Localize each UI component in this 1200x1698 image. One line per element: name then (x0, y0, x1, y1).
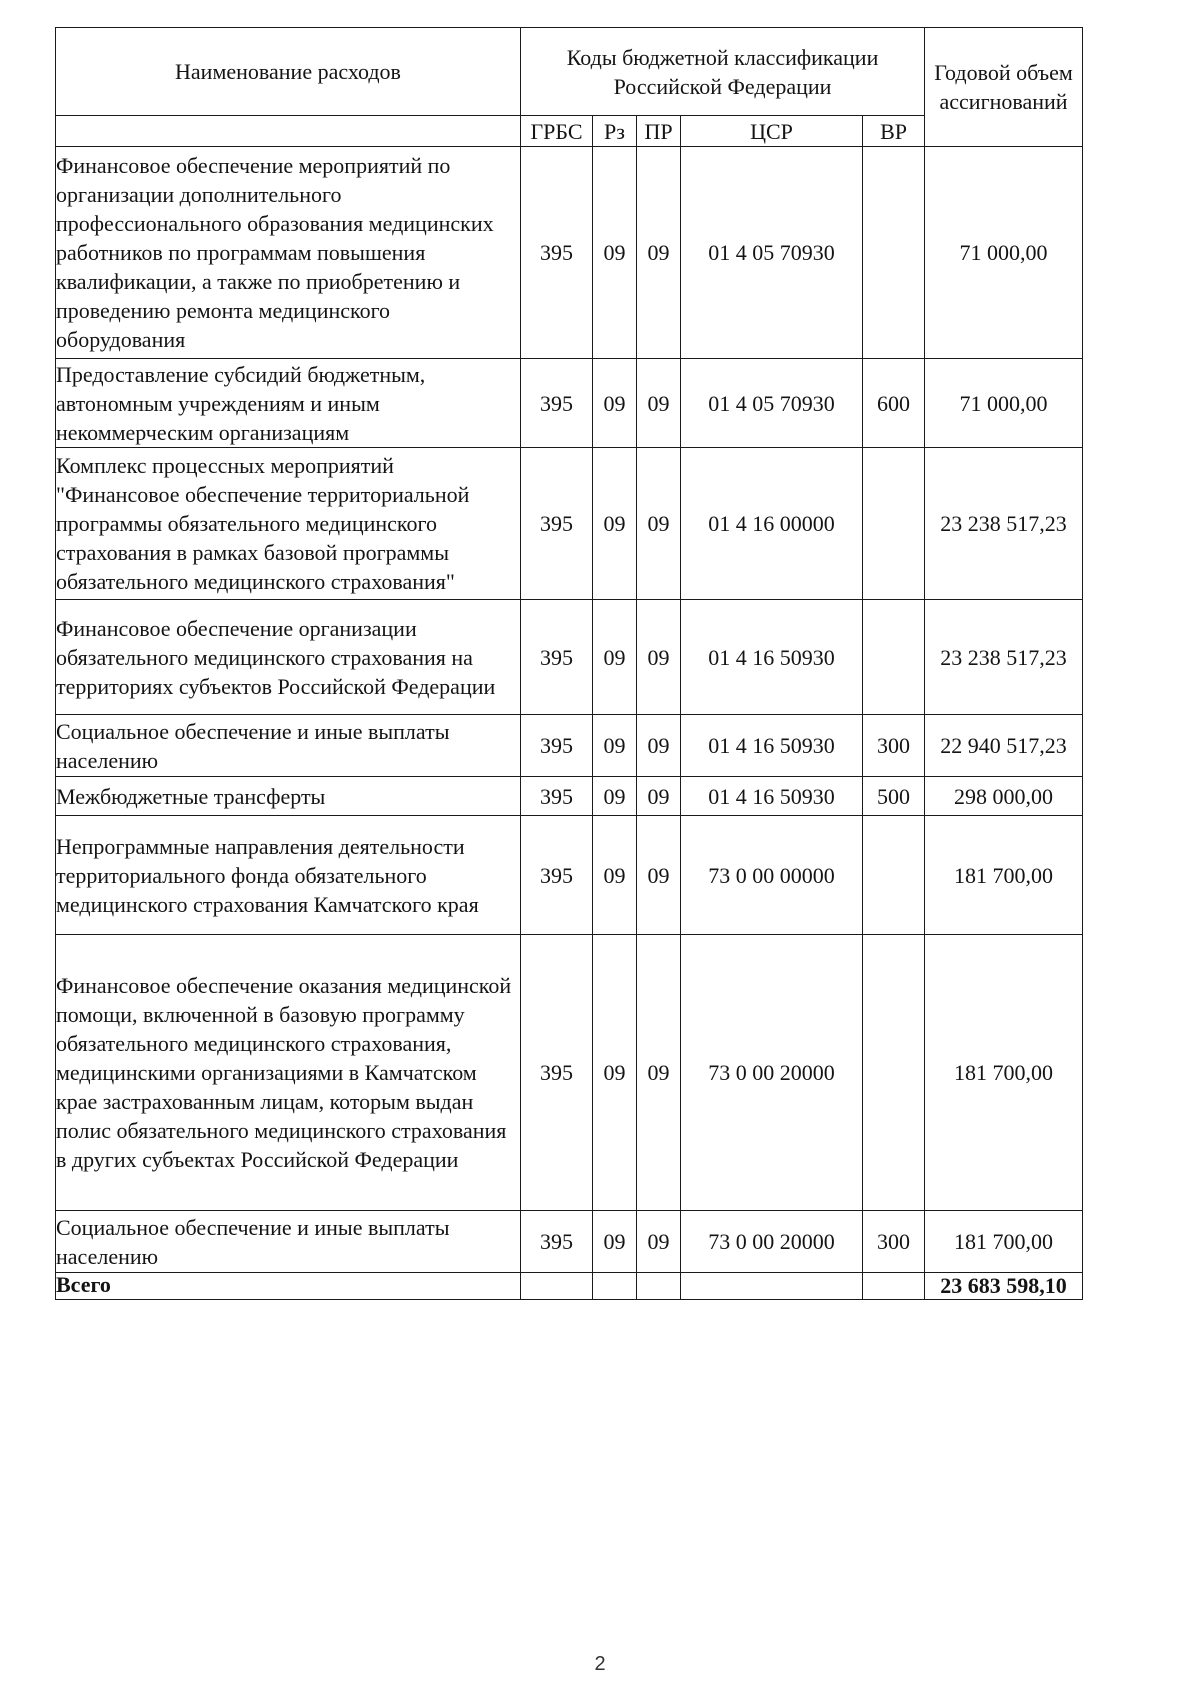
pr-code: 09 (637, 147, 681, 359)
total-empty-cell (593, 1273, 637, 1300)
csr-code: 73 0 00 00000 (681, 816, 863, 935)
pr-code: 09 (637, 359, 681, 448)
page-number: 2 (594, 1653, 606, 1675)
pr-code: 09 (637, 816, 681, 935)
rz-code: 09 (593, 816, 637, 935)
vr-code (863, 448, 925, 600)
expense-name: Межбюджетные трансферты (56, 777, 521, 816)
subheader-grbs: ГРБС (521, 116, 593, 147)
expense-name: Предоставление субсидий бюджетным, автономным учреждениям и иным некоммерческим организациям (56, 359, 521, 448)
amount: 181 700,00 (925, 816, 1083, 935)
total-empty-cell (637, 1273, 681, 1300)
rz-code: 09 (593, 777, 637, 816)
total-empty-cell (521, 1273, 593, 1300)
grbs-code: 395 (521, 359, 593, 448)
expense-name: Социальное обеспечение и иные выплаты населению (56, 1211, 521, 1273)
expense-name: Финансовое обеспечение организации обязательного медицинского страхования на территориях субъектов Российской Федерации (56, 600, 521, 715)
vr-code: 500 (863, 777, 925, 816)
csr-code: 01 4 16 50930 (681, 777, 863, 816)
amount: 23 238 517,23 (925, 448, 1083, 600)
csr-code: 73 0 00 20000 (681, 1211, 863, 1273)
total-empty-cell (863, 1273, 925, 1300)
pr-code: 09 (637, 715, 681, 777)
vr-code: 300 (863, 1211, 925, 1273)
table-row (56, 1211, 1083, 1273)
budget-allocation-table (55, 27, 1083, 1300)
table-row (56, 715, 1083, 777)
rz-code: 09 (593, 147, 637, 359)
amount: 181 700,00 (925, 935, 1083, 1211)
amount: 71 000,00 (925, 359, 1083, 448)
table-row (56, 600, 1083, 715)
rz-code: 09 (593, 359, 637, 448)
rz-code: 09 (593, 1211, 637, 1273)
table-row (56, 777, 1083, 816)
grbs-code: 395 (521, 816, 593, 935)
vr-code (863, 600, 925, 715)
grbs-code: 395 (521, 600, 593, 715)
vr-code (863, 816, 925, 935)
subheader-vr: ВР (863, 116, 925, 147)
subheader-csr: ЦСР (681, 116, 863, 147)
csr-code: 01 4 05 70930 (681, 359, 863, 448)
rz-code: 09 (593, 715, 637, 777)
header-annual-volume: Годовой объем ассигнований (925, 28, 1083, 147)
table-row (56, 816, 1083, 935)
grbs-code: 395 (521, 448, 593, 600)
rz-code: 09 (593, 448, 637, 600)
vr-code (863, 147, 925, 359)
table-row (56, 147, 1083, 359)
amount: 23 238 517,23 (925, 600, 1083, 715)
grbs-code: 395 (521, 935, 593, 1211)
rz-code: 09 (593, 935, 637, 1211)
csr-code: 73 0 00 20000 (681, 935, 863, 1211)
rz-code: 09 (593, 600, 637, 715)
pr-code: 09 (637, 777, 681, 816)
subheader-empty (56, 116, 521, 147)
expense-name: Финансовое обеспечение оказания медицинской помощи, включенной в базовую программу обязательного медицинского страхования, медицинскими организациями в Камчатском крае застрахованным лицам, которым выдан полис обязательного медицинского страхования в других субъектах Российской Федерации (56, 935, 521, 1211)
grbs-code: 395 (521, 147, 593, 359)
total-label: Всего (56, 1273, 521, 1300)
grbs-code: 395 (521, 777, 593, 816)
pr-code: 09 (637, 600, 681, 715)
amount: 298 000,00 (925, 777, 1083, 816)
csr-code: 01 4 05 70930 (681, 147, 863, 359)
vr-code: 300 (863, 715, 925, 777)
header-budget-codes: Коды бюджетной классификации Российской Федерации (521, 28, 925, 116)
pr-code: 09 (637, 1211, 681, 1273)
grbs-code: 395 (521, 715, 593, 777)
total-amount: 23 683 598,10 (925, 1273, 1083, 1300)
table-row (56, 359, 1083, 448)
table-row (56, 448, 1083, 600)
expense-name: Социальное обеспечение и иные выплаты населению (56, 715, 521, 777)
csr-code: 01 4 16 50930 (681, 715, 863, 777)
total-empty-cell (681, 1273, 863, 1300)
pr-code: 09 (637, 935, 681, 1211)
csr-code: 01 4 16 00000 (681, 448, 863, 600)
amount: 71 000,00 (925, 147, 1083, 359)
subheader-pr: ПР (637, 116, 681, 147)
expense-name: Финансовое обеспечение мероприятий по организации дополнительного профессионального образования медицинских работников по программам повышения квалификации, а также по приобретению и проведению ремонта медицинского оборудования (56, 147, 521, 359)
vr-code (863, 935, 925, 1211)
total-row (56, 1273, 1083, 1300)
amount: 22 940 517,23 (925, 715, 1083, 777)
pr-code: 09 (637, 448, 681, 600)
table-row (56, 935, 1083, 1211)
subheader-rz: Рз (593, 116, 637, 147)
grbs-code: 395 (521, 1211, 593, 1273)
header-expense-name: Наименование расходов (56, 28, 521, 116)
amount: 181 700,00 (925, 1211, 1083, 1273)
header-row (56, 28, 1083, 116)
csr-code: 01 4 16 50930 (681, 600, 863, 715)
expense-name: Комплекс процессных мероприятий "Финансовое обеспечение территориальной программы обязательного медицинского страхования в рамках базовой программы обязательного медицинского страхования" (56, 448, 521, 600)
vr-code: 600 (863, 359, 925, 448)
expense-name: Непрограммные направления деятельности территориального фонда обязательного медицинского страхования Камчатского края (56, 816, 521, 935)
